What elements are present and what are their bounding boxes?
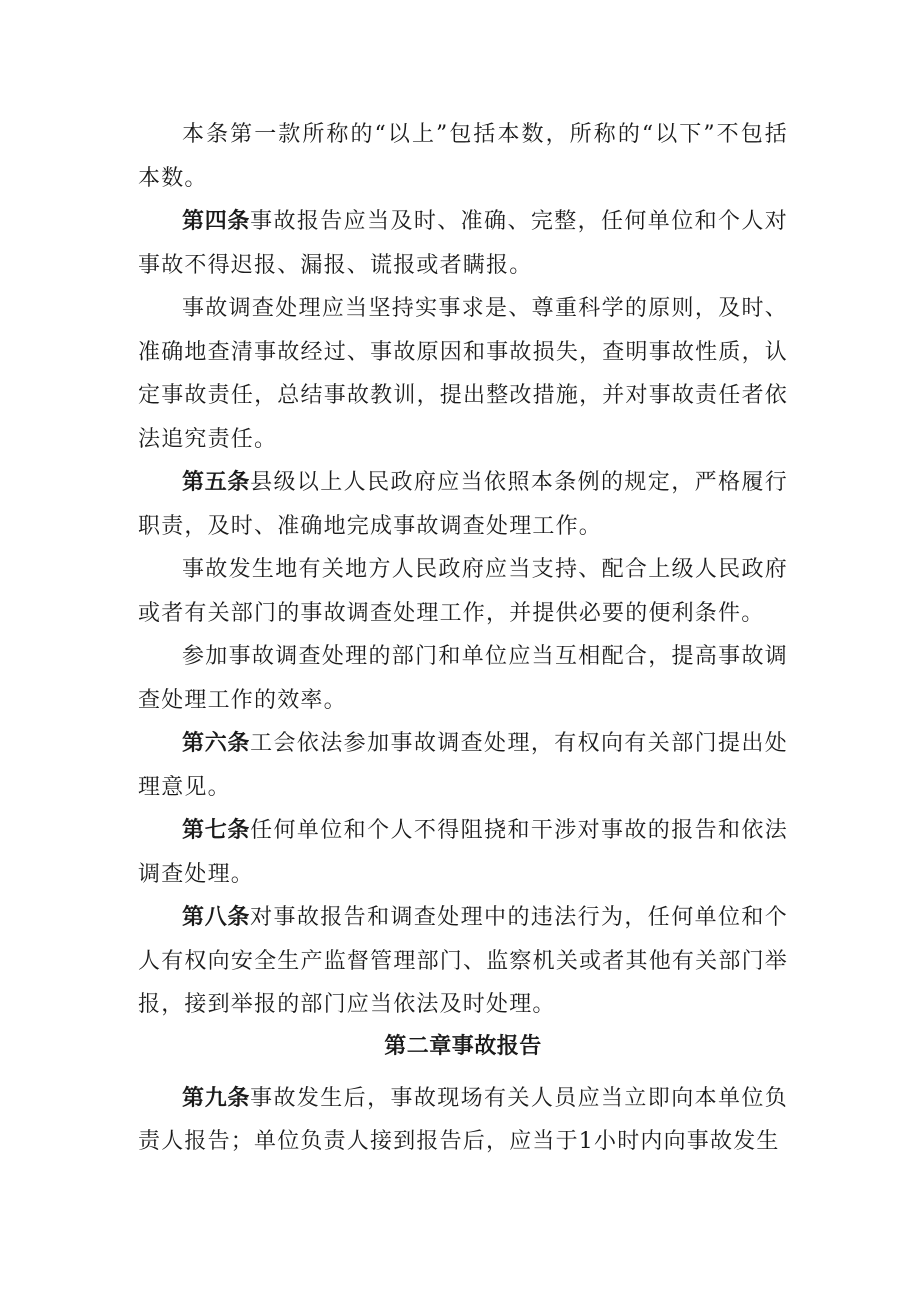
paragraph-3: 事故调查处理应当坚持实事求是、尊重科学的原则，及时、准确地查清事故经过、事故原因和事故损失，查明事故性质，认定事故责任，总结事故教训，提出整改措施，并对事故责任者依法追究责任。 [138, 296, 788, 452]
paragraph-article-8: 第八条对事故报告和调查处理中的违法行为，任何单位和个人有权向安全生产监督管理部门、监察机关或者其他有关部门举报，接到举报的部门应当依法及时处理。 [138, 904, 788, 1017]
article-number: 第四条 [182, 208, 251, 234]
article-number: 第八条 [182, 904, 251, 930]
paragraph-article-5: 第五条县级以上人民政府应当依照本条例的规定，严格履行职责，及时、准确地完成事故调查处理工作。 [138, 469, 788, 539]
article-number: 第七条 [182, 817, 251, 843]
chapter-title: 第二章事故报告 [384, 1032, 542, 1059]
paragraph-6: 参加事故调查处理的部门和单位应当互相配合，提高事故调查处理工作的效率。 [138, 644, 788, 713]
paragraph-article-7: 第七条任何单位和个人不得阻挠和干涉对事故的报告和依法调查处理。 [138, 817, 788, 887]
article-number: 第六条 [182, 730, 251, 756]
paragraph-article-4: 第四条事故报告应当及时、准确、完整，任何单位和个人对事故不得迟报、漏报、谎报或者瞒报。 [138, 208, 788, 278]
paragraph-article-6: 第六条工会依法参加事故调查处理，有权向有关部门提出处理意见。 [138, 730, 788, 800]
document-page [138, 113, 788, 1164]
paragraph-1: 本条第一款所称的“以上”包括本数，所称的“以下”不包括本数。 [138, 122, 788, 191]
article-number: 第五条 [182, 469, 251, 495]
paragraph-article-9: 第九条事故发生后，事故现场有关人员应当立即向本单位负责人报告；单位负责人接到报告后，应当于1小时内向事故发生 [138, 1084, 788, 1154]
article-number: 第九条 [182, 1084, 251, 1111]
paragraph-5: 事故发生地有关地方人民政府应当支持、配合上级人民政府或者有关部门的事故调查处理工作，并提供必要的便利条件。 [138, 557, 788, 626]
